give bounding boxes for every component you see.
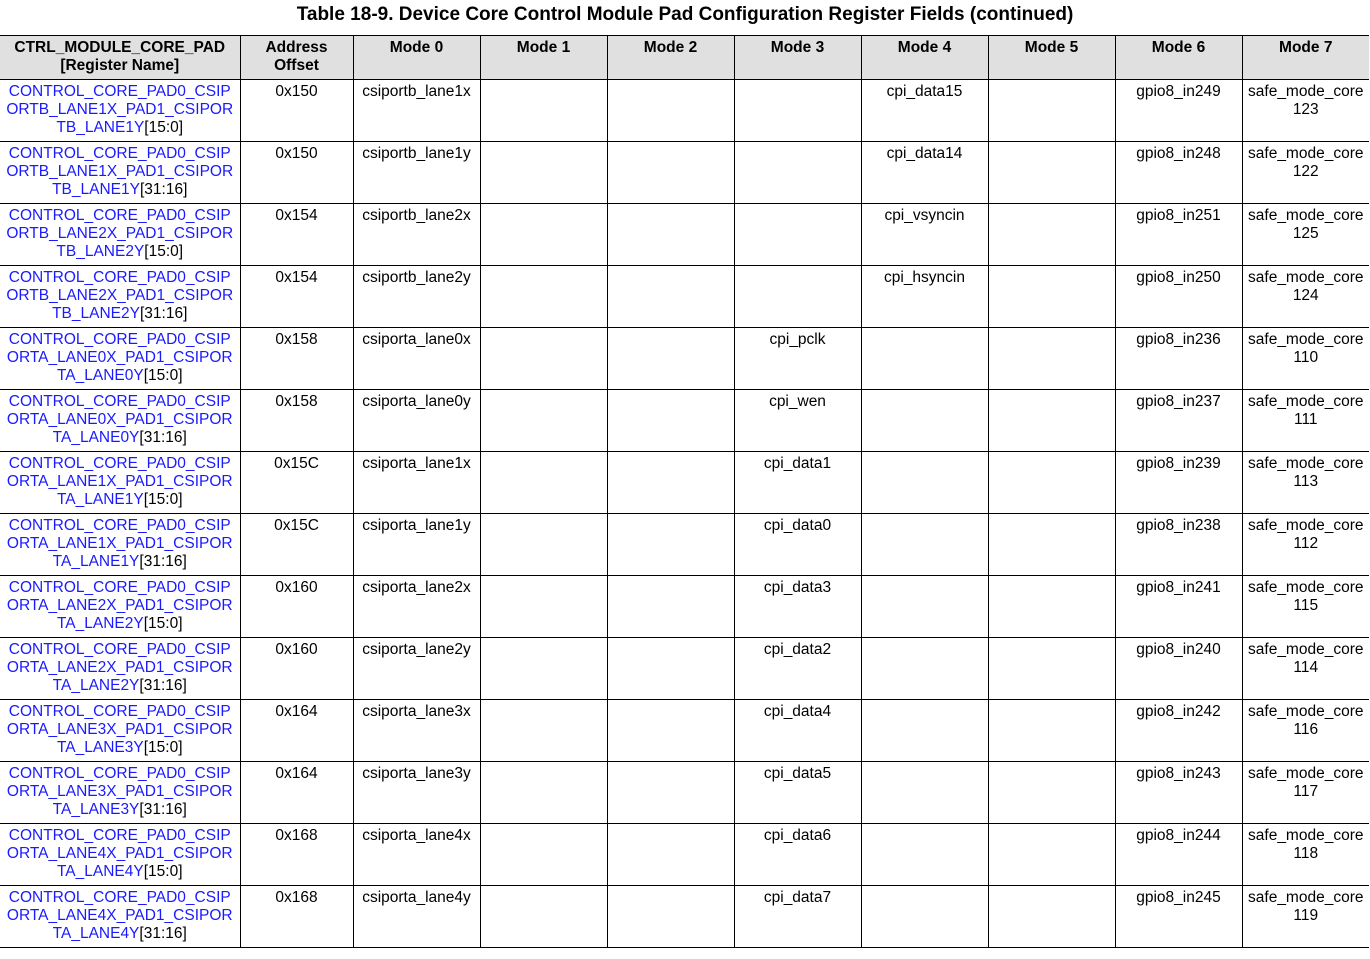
table-row <box>0 762 1369 824</box>
mode-4-cell <box>861 886 988 948</box>
register-name-link[interactable]: CONTROL_CORE_PAD0_CSIPORTA_LANE2X_PAD1_CSIPORTA_LANE2Y <box>6 641 233 694</box>
register-bit-range: [15:0] <box>143 367 183 384</box>
mode-5-cell <box>988 824 1115 886</box>
mode-4-cell <box>861 452 988 514</box>
mode-0-cell: csiporta_lane4x <box>353 824 480 886</box>
address-offset-cell: 0x150 <box>240 142 353 204</box>
mode-1-cell <box>480 576 607 638</box>
mode-4-cell <box>861 762 988 824</box>
mode-2-cell <box>607 762 734 824</box>
mode-5-cell <box>988 452 1115 514</box>
mode-1-cell <box>480 328 607 390</box>
mode-0-cell: csiporta_lane1y <box>353 514 480 576</box>
mode-1-cell <box>480 762 607 824</box>
register-name-link[interactable]: CONTROL_CORE_PAD0_CSIPORTA_LANE2X_PAD1_CSIPORTA_LANE2Y <box>6 579 233 632</box>
mode-3-cell: cpi_data5 <box>734 762 861 824</box>
mode-2-cell <box>607 824 734 886</box>
mode-6-cell: gpio8_in237 <box>1115 390 1242 452</box>
mode-7-cell: safe_mode_core110 <box>1242 328 1369 390</box>
mode-7-cell: safe_mode_core116 <box>1242 700 1369 762</box>
mode-5-cell <box>988 762 1115 824</box>
register-name-link[interactable]: CONTROL_CORE_PAD0_CSIPORTA_LANE0X_PAD1_CSIPORTA_LANE0Y <box>6 331 233 384</box>
header-line: Offset <box>274 57 319 74</box>
table-row <box>0 514 1369 576</box>
mode-2-cell <box>607 204 734 266</box>
mode-0-cell: csiporta_lane3x <box>353 700 480 762</box>
mode-1-cell <box>480 266 607 328</box>
mode-4-cell: cpi_data14 <box>861 142 988 204</box>
mode-4-cell <box>861 576 988 638</box>
mode-5-cell <box>988 514 1115 576</box>
mode-2-cell <box>607 266 734 328</box>
mode-6-cell: gpio8_in245 <box>1115 886 1242 948</box>
register-bit-range: [31:16] <box>139 801 187 818</box>
mode-6-cell: gpio8_in249 <box>1115 80 1242 142</box>
register-table <box>0 35 1369 948</box>
table-row <box>0 700 1369 762</box>
register-bit-range: [15:0] <box>143 615 183 632</box>
mode-3-cell: cpi_data2 <box>734 638 861 700</box>
mode-1-cell <box>480 142 607 204</box>
mode-6-cell: gpio8_in248 <box>1115 142 1242 204</box>
address-offset-cell: 0x168 <box>240 886 353 948</box>
mode-7-cell: safe_mode_core112 <box>1242 514 1369 576</box>
table-row <box>0 638 1369 700</box>
mode-2-cell <box>607 886 734 948</box>
mode-3-cell: cpi_data3 <box>734 576 861 638</box>
register-bit-range: [31:16] <box>139 553 187 570</box>
mode-3-cell <box>734 142 861 204</box>
table-row <box>0 886 1369 948</box>
mode-0-cell: csiportb_lane2x <box>353 204 480 266</box>
mode-7-cell: safe_mode_core124 <box>1242 266 1369 328</box>
mode-0-cell: csiporta_lane0y <box>353 390 480 452</box>
column-header-mode-3: Mode 3 <box>734 36 861 80</box>
mode-7-cell: safe_mode_core117 <box>1242 762 1369 824</box>
column-header-mode-0: Mode 0 <box>353 36 480 80</box>
mode-1-cell <box>480 514 607 576</box>
mode-7-cell: safe_mode_core115 <box>1242 576 1369 638</box>
register-name-link[interactable]: CONTROL_CORE_PAD0_CSIPORTA_LANE3X_PAD1_CSIPORTA_LANE3Y <box>6 703 233 756</box>
register-name-cell <box>0 576 240 638</box>
mode-2-cell <box>607 576 734 638</box>
mode-0-cell: csiporta_lane2y <box>353 638 480 700</box>
register-bit-range: [31:16] <box>139 429 187 446</box>
mode-4-cell: cpi_data15 <box>861 80 988 142</box>
mode-5-cell <box>988 204 1115 266</box>
mode-3-cell: cpi_data6 <box>734 824 861 886</box>
mode-2-cell <box>607 514 734 576</box>
register-name-cell <box>0 452 240 514</box>
mode-3-cell: cpi_pclk <box>734 328 861 390</box>
mode-0-cell: csiporta_lane1x <box>353 452 480 514</box>
mode-4-cell <box>861 328 988 390</box>
mode-6-cell: gpio8_in244 <box>1115 824 1242 886</box>
table-body <box>0 80 1369 948</box>
mode-0-cell: csiporta_lane4y <box>353 886 480 948</box>
register-name-cell <box>0 328 240 390</box>
mode-1-cell <box>480 204 607 266</box>
table-header-row <box>0 36 1369 80</box>
mode-3-cell <box>734 204 861 266</box>
mode-5-cell <box>988 886 1115 948</box>
mode-2-cell <box>607 700 734 762</box>
address-offset-cell: 0x150 <box>240 80 353 142</box>
header-line: [Register Name] <box>60 57 180 74</box>
mode-6-cell: gpio8_in240 <box>1115 638 1242 700</box>
address-offset-cell: 0x15C <box>240 514 353 576</box>
mode-6-cell: gpio8_in236 <box>1115 328 1242 390</box>
column-header-mode-6: Mode 6 <box>1115 36 1242 80</box>
address-offset-cell: 0x164 <box>240 700 353 762</box>
register-name-link[interactable]: CONTROL_CORE_PAD0_CSIPORTB_LANE1X_PAD1_CSIPORTB_LANE1Y <box>6 145 234 198</box>
register-bit-range: [31:16] <box>139 305 188 322</box>
mode-1-cell <box>480 390 607 452</box>
column-header-mode-2: Mode 2 <box>607 36 734 80</box>
register-name-cell <box>0 80 240 142</box>
mode-1-cell <box>480 824 607 886</box>
column-header-mode-1: Mode 1 <box>480 36 607 80</box>
address-offset-cell: 0x168 <box>240 824 353 886</box>
column-header-mode-4: Mode 4 <box>861 36 988 80</box>
register-name-cell <box>0 762 240 824</box>
mode-3-cell <box>734 80 861 142</box>
mode-0-cell: csiporta_lane0x <box>353 328 480 390</box>
mode-5-cell <box>988 638 1115 700</box>
mode-2-cell <box>607 452 734 514</box>
register-name-cell <box>0 824 240 886</box>
register-bit-range: [31:16] <box>139 925 187 942</box>
mode-4-cell <box>861 514 988 576</box>
register-name-link[interactable]: CONTROL_CORE_PAD0_CSIPORTB_LANE2X_PAD1_CSIPORTB_LANE2Y <box>6 269 234 322</box>
table-title: Table 18-9. Device Core Control Module Pad Configuration Register Fields (continued) <box>296 4 1074 25</box>
mode-0-cell: csiportb_lane2y <box>353 266 480 328</box>
register-bit-range: [31:16] <box>139 677 187 694</box>
register-bit-range: [15:0] <box>143 863 183 880</box>
table-row <box>0 390 1369 452</box>
mode-2-cell <box>607 328 734 390</box>
mode-5-cell <box>988 80 1115 142</box>
mode-1-cell <box>480 452 607 514</box>
mode-7-cell: safe_mode_core125 <box>1242 204 1369 266</box>
register-name-link[interactable]: CONTROL_CORE_PAD0_CSIPORTB_LANE1X_PAD1_CSIPORTB_LANE1Y <box>6 83 234 136</box>
mode-3-cell: cpi_data4 <box>734 700 861 762</box>
mode-3-cell: cpi_data7 <box>734 886 861 948</box>
mode-7-cell: safe_mode_core123 <box>1242 80 1369 142</box>
mode-6-cell: gpio8_in243 <box>1115 762 1242 824</box>
register-name-cell <box>0 204 240 266</box>
mode-5-cell <box>988 390 1115 452</box>
address-offset-cell: 0x164 <box>240 762 353 824</box>
mode-6-cell: gpio8_in238 <box>1115 514 1242 576</box>
address-offset-cell: 0x154 <box>240 204 353 266</box>
mode-7-cell: safe_mode_core122 <box>1242 142 1369 204</box>
table-row <box>0 576 1369 638</box>
mode-3-cell <box>734 266 861 328</box>
mode-4-cell <box>861 390 988 452</box>
register-name-cell <box>0 142 240 204</box>
mode-1-cell <box>480 886 607 948</box>
table-row <box>0 80 1369 142</box>
mode-4-cell <box>861 638 988 700</box>
header-line: Address <box>265 39 328 56</box>
mode-2-cell <box>607 638 734 700</box>
register-name-link[interactable]: CONTROL_CORE_PAD0_CSIPORTA_LANE1X_PAD1_CSIPORTA_LANE1Y <box>6 455 233 508</box>
mode-2-cell <box>607 80 734 142</box>
mode-0-cell: csiportb_lane1x <box>353 80 480 142</box>
register-bit-range: [31:16] <box>139 181 188 198</box>
mode-3-cell: cpi_data0 <box>734 514 861 576</box>
mode-3-cell: cpi_data1 <box>734 452 861 514</box>
mode-2-cell <box>607 142 734 204</box>
register-bit-range: [15:0] <box>143 491 183 508</box>
mode-4-cell: cpi_vsyncin <box>861 204 988 266</box>
register-name-link[interactable]: CONTROL_CORE_PAD0_CSIPORTA_LANE3X_PAD1_CSIPORTA_LANE3Y <box>6 765 233 818</box>
mode-5-cell <box>988 700 1115 762</box>
mode-7-cell: safe_mode_core111 <box>1242 390 1369 452</box>
mode-7-cell: safe_mode_core119 <box>1242 886 1369 948</box>
mode-6-cell: gpio8_in251 <box>1115 204 1242 266</box>
register-name-link[interactable]: CONTROL_CORE_PAD0_CSIPORTA_LANE0X_PAD1_CSIPORTA_LANE0Y <box>6 393 233 446</box>
address-offset-cell: 0x154 <box>240 266 353 328</box>
mode-1-cell <box>480 80 607 142</box>
mode-1-cell <box>480 638 607 700</box>
table-row <box>0 824 1369 886</box>
register-name-cell <box>0 700 240 762</box>
mode-3-cell: cpi_wen <box>734 390 861 452</box>
column-header-register-name <box>0 36 240 80</box>
mode-6-cell: gpio8_in250 <box>1115 266 1242 328</box>
mode-0-cell: csiporta_lane3y <box>353 762 480 824</box>
mode-4-cell: cpi_hsyncin <box>861 266 988 328</box>
register-name-cell <box>0 886 240 948</box>
mode-6-cell: gpio8_in241 <box>1115 576 1242 638</box>
register-name-cell <box>0 638 240 700</box>
mode-5-cell <box>988 266 1115 328</box>
mode-5-cell <box>988 142 1115 204</box>
address-offset-cell: 0x158 <box>240 390 353 452</box>
register-name-cell <box>0 390 240 452</box>
mode-4-cell <box>861 824 988 886</box>
address-offset-cell: 0x158 <box>240 328 353 390</box>
table-row <box>0 266 1369 328</box>
column-header-mode-7: Mode 7 <box>1242 36 1369 80</box>
column-header-mode-5: Mode 5 <box>988 36 1115 80</box>
table-row <box>0 142 1369 204</box>
table-row <box>0 452 1369 514</box>
register-name-link[interactable]: CONTROL_CORE_PAD0_CSIPORTA_LANE1X_PAD1_CSIPORTA_LANE1Y <box>6 517 233 570</box>
mode-7-cell: safe_mode_core118 <box>1242 824 1369 886</box>
mode-7-cell: safe_mode_core113 <box>1242 452 1369 514</box>
register-name-link[interactable]: CONTROL_CORE_PAD0_CSIPORTB_LANE2X_PAD1_CSIPORTB_LANE2Y <box>6 207 234 260</box>
header-line: CTRL_MODULE_CORE_PAD <box>14 39 226 56</box>
register-name-cell <box>0 514 240 576</box>
table-row <box>0 204 1369 266</box>
register-bit-range: [15:0] <box>144 243 184 260</box>
table-row <box>0 328 1369 390</box>
mode-5-cell <box>988 328 1115 390</box>
mode-4-cell <box>861 700 988 762</box>
mode-2-cell <box>607 390 734 452</box>
register-name-cell <box>0 266 240 328</box>
mode-7-cell: safe_mode_core114 <box>1242 638 1369 700</box>
address-offset-cell: 0x160 <box>240 576 353 638</box>
register-name-link[interactable]: CONTROL_CORE_PAD0_CSIPORTA_LANE4X_PAD1_CSIPORTA_LANE4Y <box>6 889 233 942</box>
register-bit-range: [15:0] <box>143 739 183 756</box>
mode-0-cell: csiporta_lane2x <box>353 576 480 638</box>
column-header-address-offset <box>240 36 353 80</box>
mode-5-cell <box>988 576 1115 638</box>
address-offset-cell: 0x160 <box>240 638 353 700</box>
mode-6-cell: gpio8_in242 <box>1115 700 1242 762</box>
register-bit-range: [15:0] <box>144 119 184 136</box>
mode-6-cell: gpio8_in239 <box>1115 452 1242 514</box>
address-offset-cell: 0x15C <box>240 452 353 514</box>
mode-0-cell: csiportb_lane1y <box>353 142 480 204</box>
register-name-link[interactable]: CONTROL_CORE_PAD0_CSIPORTA_LANE4X_PAD1_CSIPORTA_LANE4Y <box>6 827 233 880</box>
mode-1-cell <box>480 700 607 762</box>
